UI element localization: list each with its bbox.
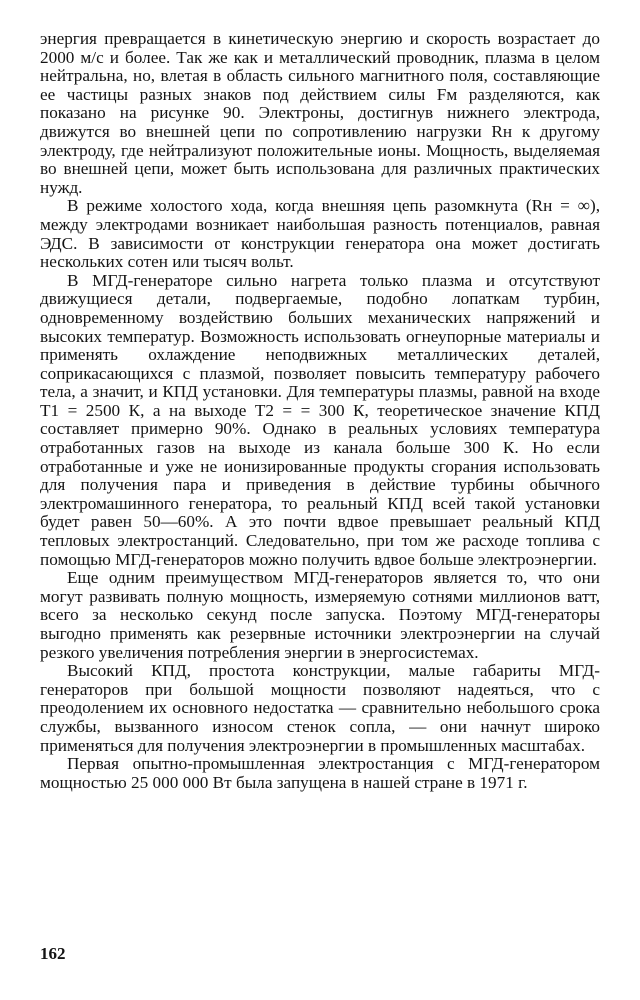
paragraph-4: Еще одним преимуществом МГД-генераторов является то, что они могут развивать полную мощность, измеряемую сотнями миллионов ватт, всего за несколько секунд после запуска. Поэтому МГД-генераторы выгодно применять как резервные источники электроэнергии на случай резкого увеличения потребления энергии в энергосистемах. [40, 568, 600, 662]
page-body [40, 30, 600, 792]
paragraph-3: В МГД-генераторе сильно нагрета только плазма и отсутствуют движущиеся детали, подвергаемые, подобно лопаткам турбин, одновременному воздействию больших механических напряжений и высоких температур. Возможность использовать огнеупорные материалы и применять охлаждение неподвижных металлических деталей, соприкасающихся с плазмой, позволяет повысить температуру рабочего тела, а значит, и КПД установки. Для температуры плазмы, равной на входе T1 = 2500 К, а на выходе T2 = = 300 К, теоретическое значение КПД составляет примерно 90%. Однако в реальных условиях температура отработанных газов на выходе из канала больше 300 К. Но если отработанные и уже не ионизированные продукты сгорания использовать для получения пара и приведения в действие турбины обычного электромашинного генератора, то реальный КПД всей такой установки будет равен 50—60%. А это почти вдвое превышает реальный КПД тепловых электростанций. Следовательно, при том же расходе топлива с помощью МГД-генераторов можно получить вдвое больше электроэнергии. [40, 270, 600, 569]
paragraph-2: В режиме холостого хода, когда внешняя цепь разомкнута (Rн = ∞), между электродами возникает наибольшая разность потенциалов, равная ЭДС. В зависимости от конструкции генератора она может достигать нескольких сотен или тысяч вольт. [40, 196, 600, 272]
paragraph-1: энергия превращается в кинетическую энергию и скорость возрастает до 2000 м/с и более. Так же как и металлический проводник, плазма в целом нейтральна, но, влетая в область сильного магнитного поля, составляющие ее частицы разных знаков под действием силы Fм разделяются, как показано на рисунке 90. Электроны, достигнув нижнего электрода, движутся во внешней цепи по сопротивлению нагрузки Rн к другому электроду, где нейтрализуют положительные ионы. Мощность, выделяемая во внешней цепи, может быть использована для различных практических нужд. [40, 29, 600, 197]
page-number: 162 [40, 944, 66, 963]
paragraph-6: Первая опытно-промышленная электростанция с МГД-генератором мощностью 25 000 000 Вт была запущена в нашей стране в 1971 г. [40, 754, 600, 792]
paragraph-5: Высокий КПД, простота конструкции, малые габариты МГД-генераторов при большой мощности позволяют надеяться, что с преодолением их основного недостатка — сравнительно небольшого срока службы, вызванного износом стенок сопла, — они начнут широко применяться для получения электроэнергии в промышленных масштабах. [40, 661, 600, 755]
